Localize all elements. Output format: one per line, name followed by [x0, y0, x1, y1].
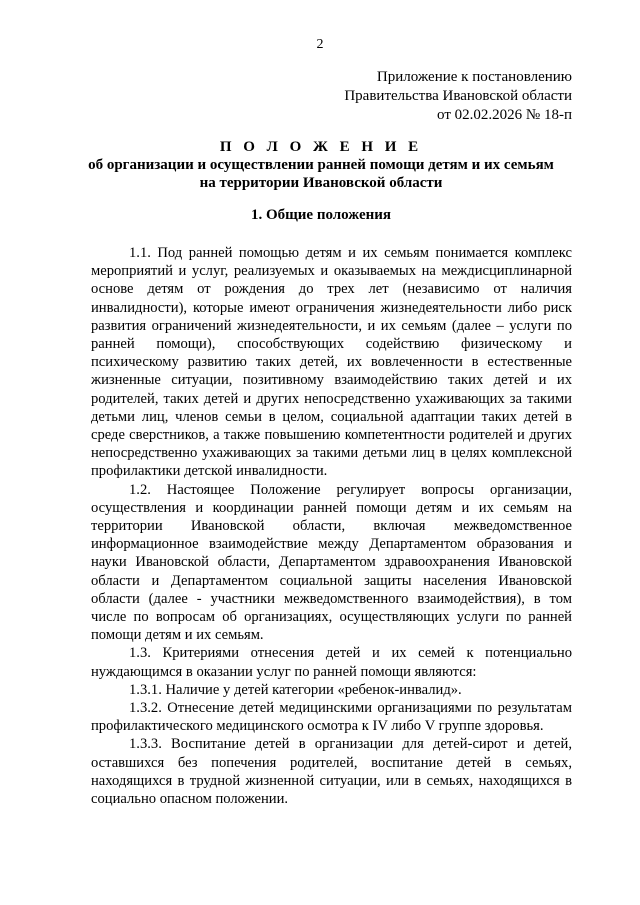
paragraph-1-1: 1.1. Под ранней помощью детям и их семьям понимается комплекс мероприятий и услуг, реализуемых и оказываемых на междисциплинарной основе детям от рождения до трех лет (независимо от наличия инвалидности), которые имеют ограничения жизнедеятельности либо риск развития ограничений жизнедеятельности, и их семьям (далее – услуги по ранней помощи), способствующих содействию физическому и психическому развитию таких детей, их вовлеченности в естественные жизненные ситуации, позитивному взаимодействию таких детей и их родителей, таких детей и других непосредственно ухаживающих за такими детьми лиц, членов семьи в целом, социальной адаптации таких детей в среде сверстников, а также повышению компетентности родителей и других непосредственно ухаживающих за такими детьми лиц в целях комплексной профилактики детской инвалидности.: [91, 245, 572, 480]
document-body: [91, 244, 572, 808]
appendix-line-2: Правительства Ивановской области: [344, 88, 572, 104]
appendix-line-1: Приложение к постановлению: [376, 69, 572, 85]
paragraph-1-3: 1.3. Критериями отнесения детей и их семей к потенциально нуждающимся в оказании услуг по ранней помощи являются:: [91, 645, 572, 680]
paragraph-1-3-3: 1.3.3. Воспитание детей в организации для детей-сирот и детей, оставшихся без попечения родителей, воспитание детей в семьях, находящихся в трудной жизненной ситуации, или в семьях, находящихся в социально опасном положении.: [91, 736, 572, 808]
paragraph-1-3-2: 1.3.2. Отнесение детей медицинскими организациями по результатам профилактического медицинского осмотра к IV либо V группе здоровья.: [91, 700, 572, 735]
appendix-block: [344, 68, 572, 125]
document-heading: [70, 138, 572, 192]
page-number: 2: [316, 37, 324, 52]
document-subtitle-line-1: об организации и осуществлении ранней помощи детям и их семьям: [88, 157, 554, 173]
document-subtitle-line-2: на территории Ивановской области: [199, 175, 443, 191]
appendix-line-3: от 02.02.2026 № 18-п: [437, 107, 572, 123]
document-title: П О Л О Ж Е Н И Е: [219, 139, 423, 155]
section-title: 1. Общие положения: [250, 207, 392, 223]
paragraph-1-2: 1.2. Настоящее Положение регулирует вопросы организации, осуществления и координации ранней помощи детям и их семьям на территории Ивановской области, включая межведомственное информационное взаимодействие между Департаментом образования и науки Ивановской области, Департаментом здравоохранения Ивановской области и Департаментом социальной защиты населения Ивановской области (далее - участники межведомственного взаимодействия), в том числе по вопросам об организациях, осуществляющих услуги по ранней помощи детям и их семьям.: [91, 481, 572, 644]
paragraph-1-3-1: 1.3.1. Наличие у детей категории «ребенок-инвалид».: [129, 681, 462, 698]
